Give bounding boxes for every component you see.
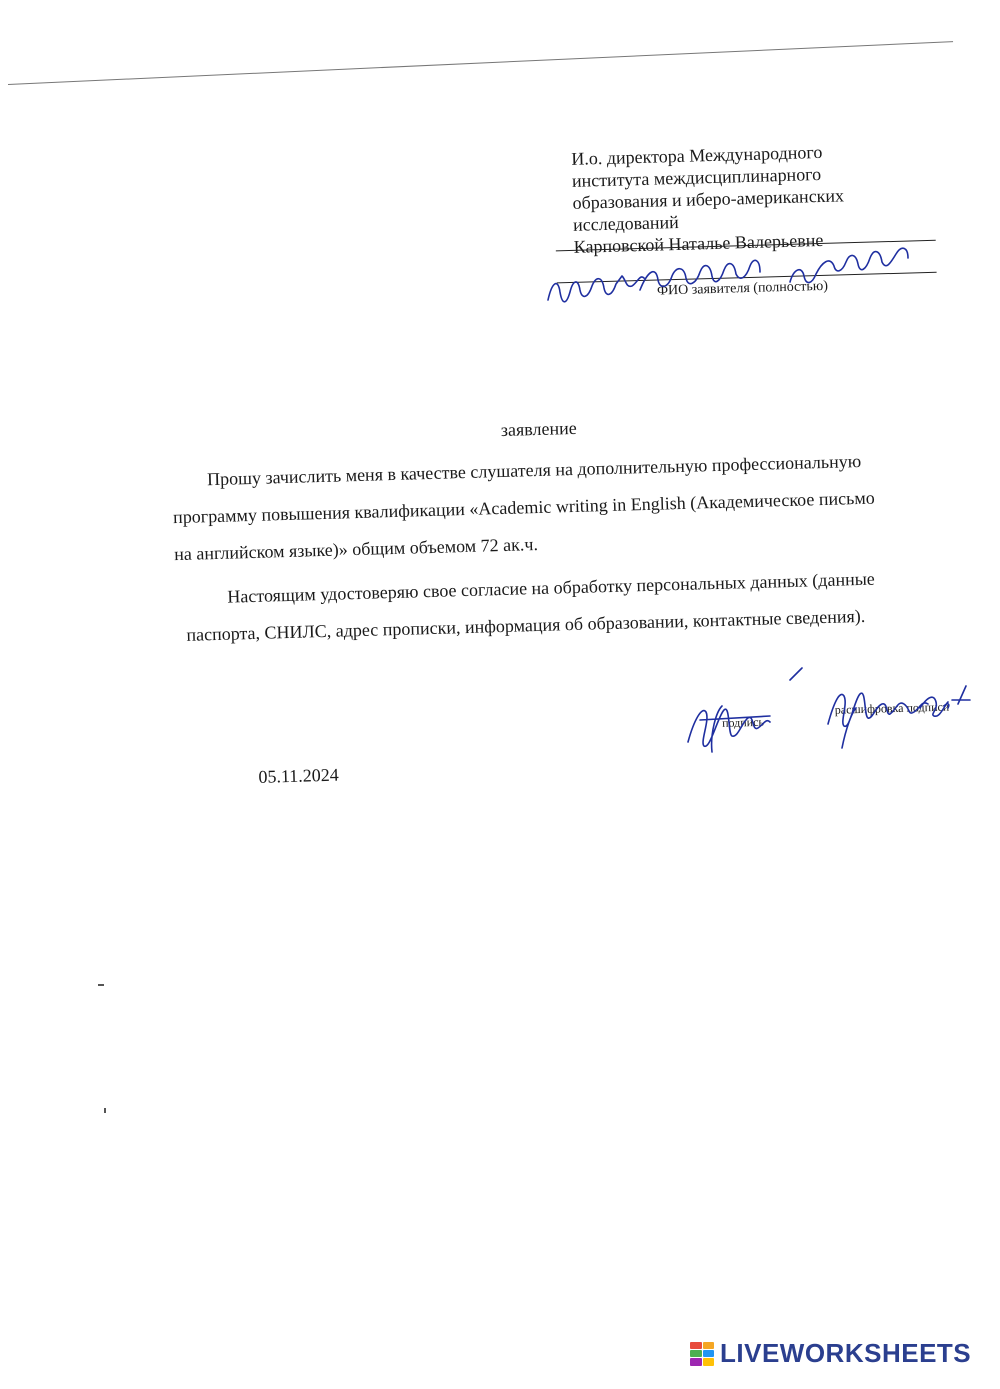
addressee-line: института междисциплинарного bbox=[571, 163, 822, 191]
document-title: заявление bbox=[500, 417, 577, 440]
liveworksheets-logo-text: LIVEWORKSHEETS bbox=[720, 1338, 972, 1368]
paragraph-line: программу повышения квалификации «Academic writing in English (Академическое письмо bbox=[172, 487, 875, 528]
document-date: 05.11.2024 bbox=[258, 764, 340, 787]
paragraph-line: Настоящим удостоверяю свое согласие на обработку персональных данных (данные bbox=[227, 568, 876, 607]
fio-caption: ФИО заявителя (полностью) bbox=[656, 278, 829, 299]
signature-transcript-caption: расшифровка подписи bbox=[834, 699, 950, 717]
liveworksheets-logo-icon bbox=[690, 1342, 714, 1366]
scan-speck bbox=[98, 984, 104, 986]
scan-speck bbox=[104, 1108, 106, 1113]
addressee-line: исследований bbox=[572, 211, 680, 235]
addressee-block bbox=[571, 137, 954, 258]
paragraph-line: на английском языке)» общим объемом 72 ак.ч. bbox=[173, 534, 539, 565]
liveworksheets-watermark bbox=[690, 1338, 971, 1369]
paragraph-line: паспорта, СНИЛС, адрес прописки, информация об образовании, контактные сведения). bbox=[186, 605, 866, 645]
addressee-line: Карповской Наталье Валерьевне bbox=[573, 229, 824, 257]
paragraph-line: Прошу зачислить меня в качестве слушателя на дополнительную профессиональную bbox=[206, 450, 862, 490]
addressee-line: И.о. директора Международного bbox=[571, 141, 823, 169]
addressee-line: образования и иберо-американских bbox=[572, 185, 845, 213]
signature-caption: подпись bbox=[721, 714, 765, 730]
